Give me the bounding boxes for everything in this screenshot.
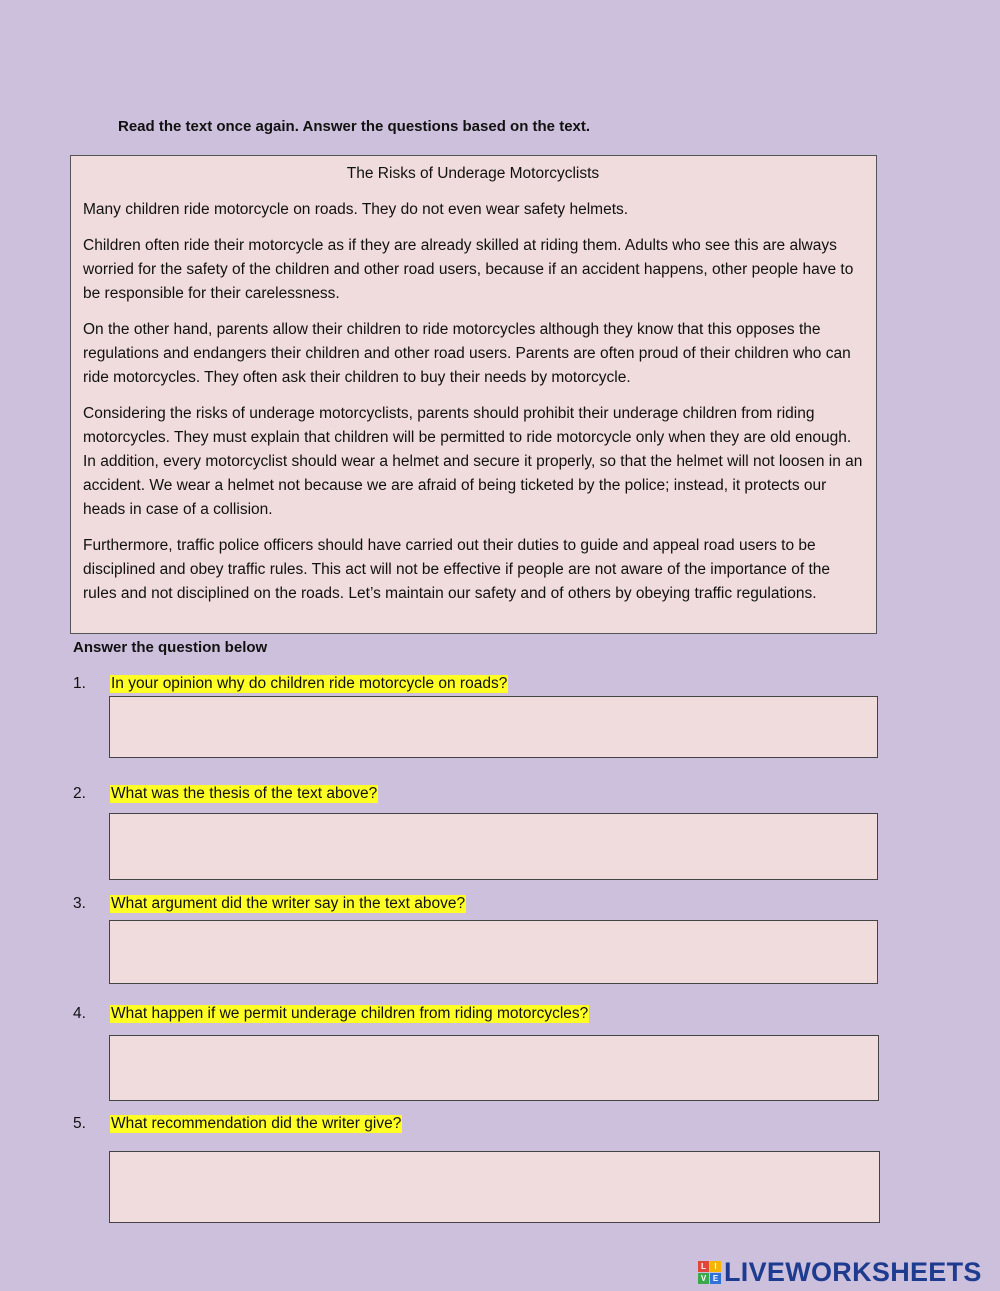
passage-paragraph: On the other hand, parents allow their children to ride motorcycles although they know that this opposes the regulations and endangers their children and other road users. Parents are often proud of their children who can ride motorcycles. They often ask their children to buy their needs by motorcycle.: [83, 321, 851, 386]
question-3-text: What argument did the writer say in the text above?: [111, 895, 466, 912]
answer-heading: Answer the question below: [73, 639, 268, 656]
question-3-number: 3.: [73, 895, 86, 912]
answer-1-input[interactable]: [109, 696, 878, 758]
passage-paragraph: Furthermore, traffic police officers should have carried out their duties to guide and appeal road users to be disciplined and obey traffic rules. This act will not be effective if people are not aware of the importance of the rules and not disciplined on the roads. Let’s maintain our safety and of others by obeying traffic regulations.: [83, 537, 831, 602]
logo-square: I: [710, 1261, 721, 1272]
question-1-number: 1.: [73, 675, 86, 692]
question-5-number: 5.: [73, 1115, 86, 1132]
passage-title: The Risks of Underage Motorcyclists: [346, 165, 600, 182]
passage-paragraph: Many children ride motorcycle on roads. They do not even wear safety helmets.: [83, 201, 629, 218]
answer-5-input[interactable]: [109, 1151, 880, 1223]
logo-square: L: [698, 1261, 709, 1272]
logo-icon: [698, 1261, 721, 1284]
passage-paragraph: Considering the risks of underage motorcyclists, parents should prohibit their underage children from riding motorcycles. They must explain that children will be permitted to ride motorcycle only when they are old enough. In addition, every motorcyclist should wear a helmet and secure it properly, so that the helmet will not loosen in an accident. We wear a helmet not because we are afraid of being ticketed by the police; instead, it protects our heads in case of a collision.: [83, 405, 863, 518]
question-2-text: What was the thesis of the text above?: [111, 785, 378, 802]
answer-4-input[interactable]: [109, 1035, 879, 1101]
answer-3-input[interactable]: [109, 920, 878, 984]
instruction-text: Read the text once again. Answer the questions based on the text.: [118, 118, 591, 135]
logo-text: LIVEWORKSHEETS: [724, 1257, 982, 1287]
question-4-number: 4.: [73, 1005, 86, 1022]
question-1-text: In your opinion why do children ride motorcycle on roads?: [111, 675, 508, 692]
logo-square: E: [710, 1273, 721, 1284]
question-4-text: What happen if we permit underage children from riding motorcycles?: [111, 1005, 589, 1022]
reading-passage: [70, 155, 877, 634]
question-2-number: 2.: [73, 785, 86, 802]
question-5-text: What recommendation did the writer give?: [111, 1115, 402, 1132]
passage-paragraph: Children often ride their motorcycle as if they are already skilled at riding them. Adults who see this are always worried for the safety of the children and other road users, because if an accident happens, other people have to be responsible for their carelessness.: [83, 237, 854, 302]
liveworksheets-logo: [698, 1257, 982, 1288]
logo-square: V: [698, 1273, 709, 1284]
answer-2-input[interactable]: [109, 813, 878, 880]
